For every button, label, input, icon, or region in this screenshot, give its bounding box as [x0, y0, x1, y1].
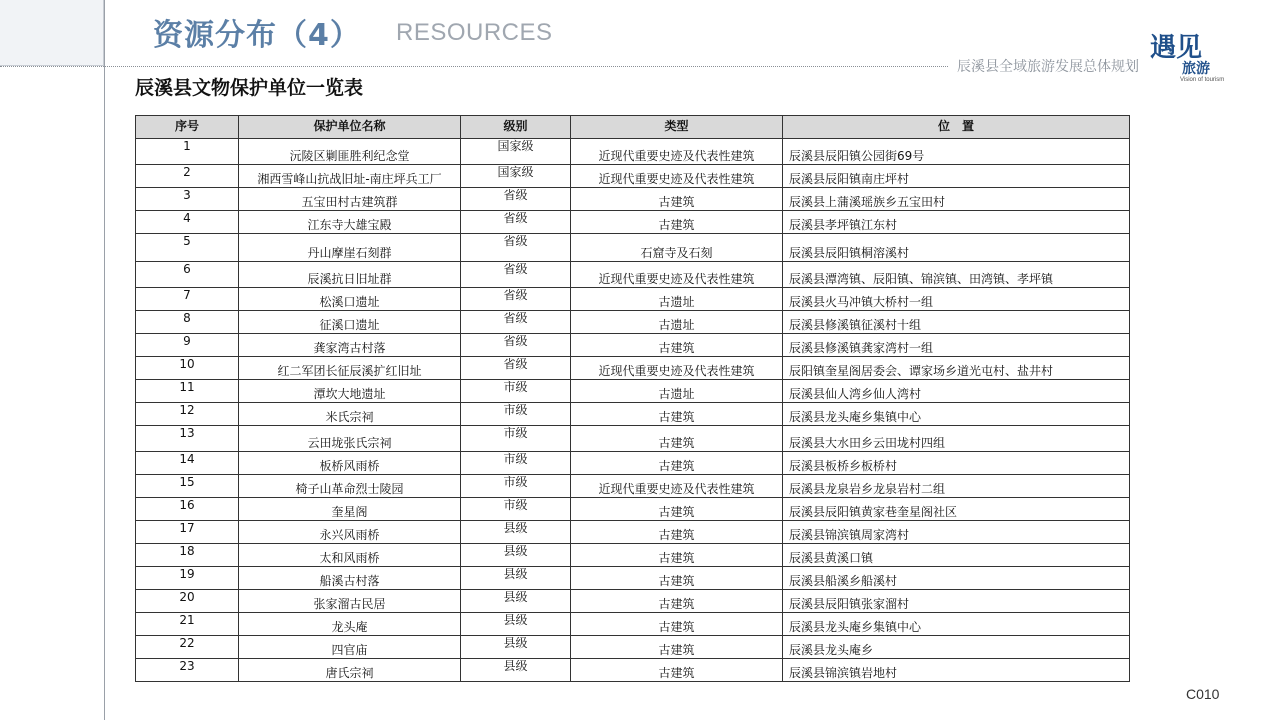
cell-index: 15	[136, 475, 239, 498]
cell-type: 古建筑	[571, 426, 783, 452]
cell-location: 辰溪县大水田乡云田垅村四组	[783, 426, 1130, 452]
cell-location: 辰溪县板桥乡板桥村	[783, 452, 1130, 475]
cell-name: 征溪口遗址	[239, 311, 461, 334]
cell-location: 辰溪县辰阳镇桐溶溪村	[783, 234, 1130, 262]
table-row	[136, 357, 1130, 380]
cell-index: 11	[136, 380, 239, 403]
cell-index: 14	[136, 452, 239, 475]
col-header-location: 位 置	[783, 116, 1130, 139]
cell-location: 辰溪县龙泉岩乡龙泉岩村二组	[783, 475, 1130, 498]
cell-name: 米氏宗祠	[239, 403, 461, 426]
cell-name: 唐氏宗祠	[239, 659, 461, 682]
cell-index: 7	[136, 288, 239, 311]
cell-location: 辰溪县龙头庵乡	[783, 636, 1130, 659]
cell-index: 20	[136, 590, 239, 613]
cell-index: 17	[136, 521, 239, 544]
cell-location: 辰溪县黄溪口镇	[783, 544, 1130, 567]
cell-name: 江东寺大雄宝殿	[239, 211, 461, 234]
cell-index: 10	[136, 357, 239, 380]
cell-name: 丹山摩崖石刻群	[239, 234, 461, 262]
cell-level: 市级	[461, 452, 571, 475]
cell-level: 国家级	[461, 139, 571, 165]
cell-type: 近现代重要史迹及代表性建筑	[571, 165, 783, 188]
cell-name: 松溪口遗址	[239, 288, 461, 311]
cell-level: 省级	[461, 188, 571, 211]
vertical-divider	[104, 0, 105, 720]
table-body	[136, 139, 1130, 682]
table-row	[136, 211, 1130, 234]
cell-index: 8	[136, 311, 239, 334]
cell-location: 辰溪县修溪镇征溪村十组	[783, 311, 1130, 334]
table-row	[136, 234, 1130, 262]
table-row	[136, 636, 1130, 659]
cell-type: 古建筑	[571, 403, 783, 426]
header-divider	[0, 66, 948, 67]
cell-type: 古建筑	[571, 211, 783, 234]
plan-name: 辰溪县全域旅游发展总体规划	[957, 59, 1139, 75]
table-row	[136, 139, 1130, 165]
cell-location: 辰溪县龙头庵乡集镇中心	[783, 613, 1130, 636]
page-title: 资源分布（4）	[153, 18, 361, 53]
cell-level: 省级	[461, 311, 571, 334]
cell-location: 辰溪县辰阳镇公园街69号	[783, 139, 1130, 165]
cell-level: 市级	[461, 403, 571, 426]
table-row	[136, 311, 1130, 334]
cell-level: 县级	[461, 590, 571, 613]
table-row	[136, 613, 1130, 636]
table-row	[136, 403, 1130, 426]
cell-index: 6	[136, 262, 239, 288]
cell-name: 潭坎大地遗址	[239, 380, 461, 403]
cell-type: 古建筑	[571, 590, 783, 613]
cell-type: 古建筑	[571, 659, 783, 682]
cell-location: 辰溪县孝坪镇江东村	[783, 211, 1130, 234]
table-row	[136, 498, 1130, 521]
logo-glyph: 遇见	[1150, 33, 1203, 63]
cell-type: 古建筑	[571, 188, 783, 211]
cell-index: 9	[136, 334, 239, 357]
table-row	[136, 544, 1130, 567]
table-row	[136, 475, 1130, 498]
cell-type: 古建筑	[571, 521, 783, 544]
cell-index: 3	[136, 188, 239, 211]
table-row	[136, 262, 1130, 288]
cell-type: 古建筑	[571, 636, 783, 659]
heritage-table	[135, 115, 1130, 682]
cell-name: 椅子山革命烈士陵园	[239, 475, 461, 498]
cell-location: 辰溪县锦滨镇周家湾村	[783, 521, 1130, 544]
cell-index: 2	[136, 165, 239, 188]
cell-index: 19	[136, 567, 239, 590]
table-row	[136, 659, 1130, 682]
cell-name: 云田垅张氏宗祠	[239, 426, 461, 452]
cell-type: 古建筑	[571, 498, 783, 521]
logo-subtext: Vision of tourism	[1180, 77, 1225, 83]
cell-type: 古建筑	[571, 567, 783, 590]
cell-type: 古遗址	[571, 288, 783, 311]
heritage-table-container	[135, 115, 1129, 682]
page-subtitle: RESOURCES	[396, 19, 553, 46]
cell-location: 辰溪县辰阳镇张家溜村	[783, 590, 1130, 613]
table-row	[136, 567, 1130, 590]
table-row	[136, 334, 1130, 357]
cell-type: 近现代重要史迹及代表性建筑	[571, 357, 783, 380]
cell-name: 红二军团长征辰溪扩红旧址	[239, 357, 461, 380]
cell-name: 四官庙	[239, 636, 461, 659]
cell-index: 1	[136, 139, 239, 165]
cell-name: 太和风雨桥	[239, 544, 461, 567]
cell-name: 板桥风雨桥	[239, 452, 461, 475]
cell-index: 12	[136, 403, 239, 426]
table-row	[136, 165, 1130, 188]
cell-location: 辰溪县龙头庵乡集镇中心	[783, 403, 1130, 426]
table-header-row	[136, 116, 1130, 139]
cell-index: 18	[136, 544, 239, 567]
cell-level: 市级	[461, 475, 571, 498]
table-row	[136, 188, 1130, 211]
cell-level: 县级	[461, 521, 571, 544]
cell-index: 4	[136, 211, 239, 234]
cell-location: 辰溪县辰阳镇南庄坪村	[783, 165, 1130, 188]
cell-location: 辰溪县辰阳镇黄家巷奎星阁社区	[783, 498, 1130, 521]
cell-name: 沅陵区剿匪胜利纪念堂	[239, 139, 461, 165]
cell-level: 县级	[461, 544, 571, 567]
col-header-name: 保护单位名称	[239, 116, 461, 139]
cell-level: 市级	[461, 426, 571, 452]
cell-index: 23	[136, 659, 239, 682]
table-row	[136, 590, 1130, 613]
cell-level: 省级	[461, 211, 571, 234]
cell-type: 石窟寺及石刻	[571, 234, 783, 262]
cell-level: 省级	[461, 234, 571, 262]
cell-name: 永兴风雨桥	[239, 521, 461, 544]
table-row	[136, 380, 1130, 403]
cell-type: 近现代重要史迹及代表性建筑	[571, 475, 783, 498]
cell-location: 辰溪县船溪乡船溪村	[783, 567, 1130, 590]
col-header-type: 类型	[571, 116, 783, 139]
corner-panel	[0, 0, 104, 66]
cell-location: 辰溪县仙人湾乡仙人湾村	[783, 380, 1130, 403]
logo-text: 旅游	[1182, 61, 1210, 77]
cell-name: 船溪古村落	[239, 567, 461, 590]
col-header-level: 级别	[461, 116, 571, 139]
cell-type: 近现代重要史迹及代表性建筑	[571, 139, 783, 165]
cell-type: 近现代重要史迹及代表性建筑	[571, 262, 783, 288]
cell-location: 辰溪县锦滨镇岩地村	[783, 659, 1130, 682]
cell-location: 辰溪县火马冲镇大桥村一组	[783, 288, 1130, 311]
cell-level: 县级	[461, 613, 571, 636]
cell-type: 古遗址	[571, 311, 783, 334]
cell-location: 辰溪县潭湾镇、辰阳镇、锦滨镇、田湾镇、孝坪镇	[783, 262, 1130, 288]
cell-type: 古建筑	[571, 452, 783, 475]
cell-type: 古建筑	[571, 334, 783, 357]
cell-index: 5	[136, 234, 239, 262]
cell-level: 省级	[461, 288, 571, 311]
cell-level: 县级	[461, 567, 571, 590]
table-row	[136, 426, 1130, 452]
cell-index: 22	[136, 636, 239, 659]
cell-name: 湘西雪峰山抗战旧址-南庄坪兵工厂	[239, 165, 461, 188]
page-number: C010	[1186, 686, 1220, 702]
cell-index: 16	[136, 498, 239, 521]
cell-location: 辰阳镇奎星阁居委会、谭家场乡道光屯村、盐井村	[783, 357, 1130, 380]
cell-name: 张家溜古民居	[239, 590, 461, 613]
cell-level: 省级	[461, 262, 571, 288]
cell-name: 龚家湾古村落	[239, 334, 461, 357]
cell-level: 市级	[461, 498, 571, 521]
cell-index: 13	[136, 426, 239, 452]
table-row	[136, 288, 1130, 311]
cell-location: 辰溪县修溪镇龚家湾村一组	[783, 334, 1130, 357]
cell-type: 古建筑	[571, 613, 783, 636]
cell-level: 县级	[461, 636, 571, 659]
cell-location: 辰溪县上蒲溪瑶族乡五宝田村	[783, 188, 1130, 211]
table-row	[136, 521, 1130, 544]
cell-level: 市级	[461, 380, 571, 403]
cell-name: 五宝田村古建筑群	[239, 188, 461, 211]
cell-index: 21	[136, 613, 239, 636]
cell-level: 省级	[461, 357, 571, 380]
cell-name: 奎星阁	[239, 498, 461, 521]
cell-name: 龙头庵	[239, 613, 461, 636]
cell-level: 县级	[461, 659, 571, 682]
cell-type: 古建筑	[571, 544, 783, 567]
table-row	[136, 452, 1130, 475]
cell-level: 省级	[461, 334, 571, 357]
cell-level: 国家级	[461, 165, 571, 188]
cell-name: 辰溪抗日旧址群	[239, 262, 461, 288]
section-title: 辰溪县文物保护单位一览表	[135, 77, 364, 99]
cell-type: 古遗址	[571, 380, 783, 403]
col-header-index: 序号	[136, 116, 239, 139]
